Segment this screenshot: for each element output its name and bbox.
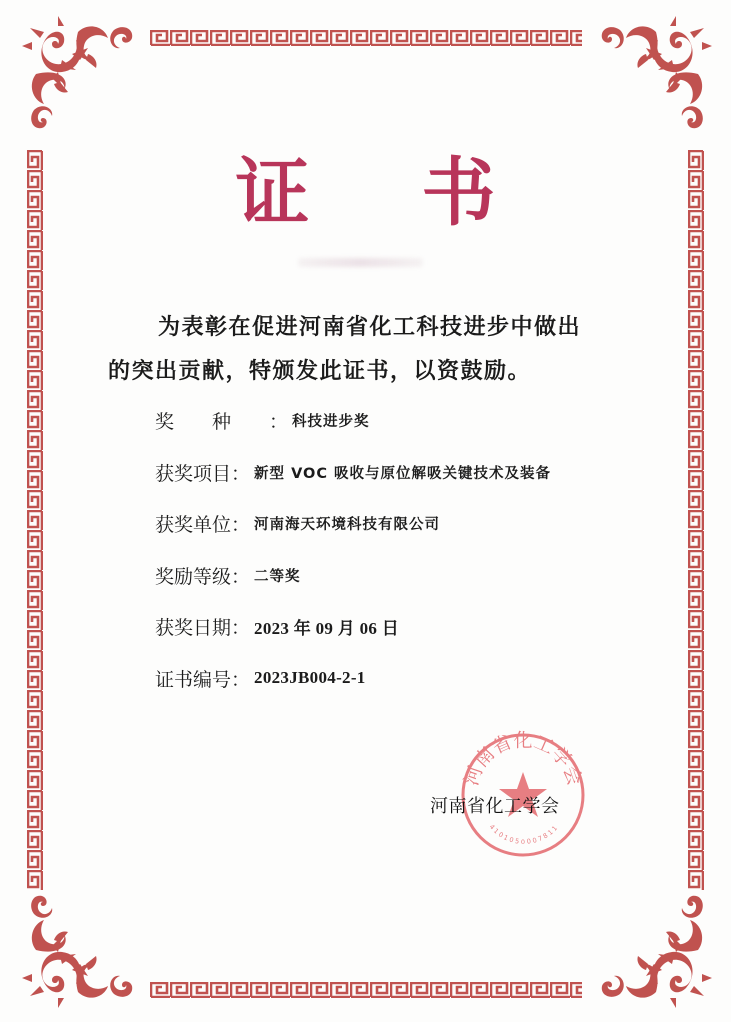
field-value: 新型 VOC 吸收与原位解吸关键技术及装备 [254, 465, 552, 482]
meander-border-left [27, 150, 43, 890]
field-label: 获奖单位 [155, 514, 232, 537]
field-value: 2023JB004-2-1 [254, 668, 366, 688]
meander-border-bottom [150, 982, 582, 998]
intro-line-1: 为表彰在促进河南省化工科技进步中做出 [158, 315, 582, 340]
field-label: 证书编号 [155, 668, 232, 691]
seal-ring-text: 河南省化工学会 [460, 730, 586, 789]
field-award-type [155, 395, 675, 447]
field-colon: ： [231, 617, 251, 640]
field-label: 奖种 [155, 411, 270, 434]
field-value: 河南海天环境科技有限公司 [254, 517, 441, 534]
field-label: 奖励等级 [155, 565, 232, 588]
floral-corner-bottom-right-icon [586, 880, 716, 1010]
certificate-title: 证书 [235, 150, 608, 236]
field-certificate-number [155, 653, 675, 705]
field-colon: ： [231, 514, 251, 537]
field-label: 获奖项目 [155, 462, 232, 485]
field-award-project [155, 447, 675, 499]
field-value: 科技进步奖 [292, 414, 370, 431]
intro-line-2: 的突出贡献，特颁发此证书，以资鼓励。 [108, 359, 532, 384]
intro-paragraph [108, 306, 648, 394]
field-colon: ： [269, 411, 289, 434]
field-value: 2023 年 09 月 06 日 [254, 619, 400, 639]
floral-corner-top-left-icon [18, 14, 148, 144]
floral-corner-bottom-left-icon [18, 880, 148, 1010]
field-colon: ： [231, 668, 251, 691]
field-colon: ： [231, 462, 251, 485]
meander-border-top [150, 30, 582, 46]
award-details [155, 395, 675, 704]
field-award-level [155, 550, 675, 602]
field-award-unit [155, 498, 675, 550]
field-colon: ： [231, 565, 251, 588]
faded-subtitle [298, 258, 423, 267]
floral-corner-top-right-icon [586, 14, 716, 144]
field-award-date [155, 601, 675, 653]
meander-border-right [688, 150, 704, 890]
field-value: 二等奖 [254, 568, 301, 585]
field-label: 获奖日期 [155, 617, 232, 640]
seal-serial: 4101050007811 [487, 822, 561, 846]
issuer-name: 河南省化工学会 [430, 796, 560, 817]
